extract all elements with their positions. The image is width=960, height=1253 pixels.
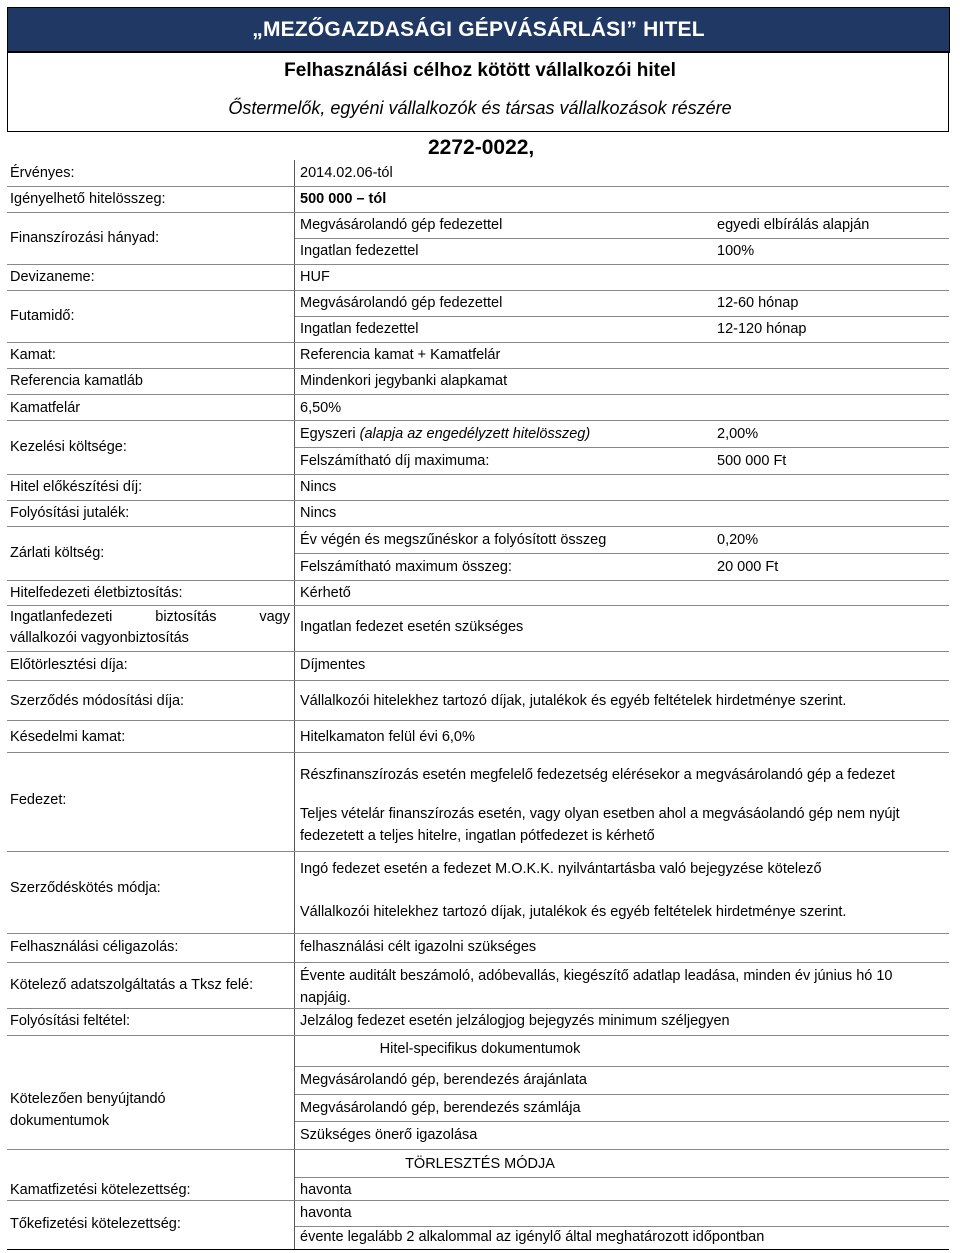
value-futamido-1-right: 12-60 hónap <box>717 295 799 311</box>
value-zarlati-1-right: 0,20% <box>717 532 759 548</box>
value-kezelesi-1-right: 2,00% <box>717 426 759 442</box>
row-separator <box>7 680 949 681</box>
label-kesedelmi: Késedelmi kamat: <box>10 729 126 745</box>
row-separator <box>295 1121 949 1122</box>
row-separator <box>7 851 949 852</box>
row-separator <box>295 1177 949 1178</box>
value-elotorlesztesi: Díjmentes <box>300 657 366 673</box>
column-divider <box>294 160 295 1250</box>
label-tokefizetesi: Tőkefizetési kötelezettség: <box>10 1216 181 1232</box>
row-separator <box>7 394 949 395</box>
value-kamatfizetesi: havonta <box>300 1182 352 1198</box>
value-folyositasi-jutalek: Nincs <box>300 505 337 521</box>
value-kamatfelar: 6,50% <box>300 400 342 416</box>
row-separator <box>7 264 949 265</box>
row-separator <box>7 368 949 369</box>
label-kezelesi: Kezelési költsége: <box>10 439 127 455</box>
label-szerzodeskotes: Szerződéskötés módja: <box>10 880 161 896</box>
value-adatszolgaltatas: Évente auditált beszámoló, adóbevallás, kiegészítő adatlap leadása, minden év június hó 10 napjáig. <box>300 968 893 1006</box>
label-word: Ingatlanfedezeti <box>10 609 113 625</box>
label-ingatlanbiztositas-line2: vállalkozói vagyonbiztosítás <box>10 630 189 646</box>
value-devizanem: HUF <box>300 269 330 285</box>
value-celigazolas: felhasználási célt igazolni szükséges <box>300 939 537 955</box>
label-igenyelheto: Igényelhető hitelösszeg: <box>10 191 166 207</box>
document-item: Megvásárolandó gép, berendezés számlája <box>300 1100 581 1116</box>
label-kamatfelar: Kamatfelár <box>10 400 81 416</box>
label-adatszolgaltatas: Kötelező adatszolgáltatás a Tksz felé: <box>10 977 254 993</box>
row-separator <box>7 1200 949 1201</box>
row-separator <box>295 1226 949 1227</box>
label-modositasi: Szerződés módosítási díja: <box>10 693 185 709</box>
kezelesi-italic-note: (alapja az engedélyzett hitelösszeg) <box>359 426 591 442</box>
label-word: biztosítás <box>155 609 217 625</box>
value-tokefizetesi-1: havonta <box>300 1205 352 1221</box>
row-separator <box>7 212 949 213</box>
value-futamido-1: Megvásárolandó gép fedezettel <box>300 295 503 311</box>
label-fedezet: Fedezet: <box>10 792 67 808</box>
value-futamido-2: Ingatlan fedezettel <box>300 321 419 337</box>
row-separator <box>7 580 949 581</box>
value-eletbiztositas: Kérhető <box>300 585 351 601</box>
label-devizanem: Devizaneme: <box>10 269 95 285</box>
row-separator <box>295 238 949 239</box>
label-folyositasi-feltetel: Folyósítási feltétel: <box>10 1013 131 1029</box>
page-title: „MEZŐGAZDASÁGI GÉPVÁSÁRLÁSI” HITEL <box>252 18 705 41</box>
product-code: 2272-0022, <box>428 136 535 159</box>
row-separator <box>7 651 949 652</box>
label-folyositasi-jutalek: Folyósítási jutalék: <box>10 505 130 521</box>
page-subtitle: Felhasználási célhoz kötött vállalkozói hitel <box>284 60 676 81</box>
value-finanszirozasi-1: Megvásárolandó gép fedezettel <box>300 217 503 233</box>
value-modositasi: Vállalkozói hitelekhez tartozó díjak, jutalékok és egyéb feltételek hirdetménye szerint. <box>300 693 847 709</box>
value-zarlati-2-right: 20 000 Ft <box>717 559 779 575</box>
row-separator <box>7 420 949 421</box>
title-banner <box>7 7 950 53</box>
label-futamido: Futamidő: <box>10 308 75 324</box>
label-referencia: Referencia kamatláb <box>10 373 143 389</box>
document-item: Szükséges önerő igazolása <box>300 1127 478 1143</box>
label-elokeszitesi: Hitel előkészítési díj: <box>10 479 143 495</box>
frame-divider <box>7 51 949 52</box>
value-futamido-2-right: 12-120 hónap <box>717 321 807 337</box>
label-kamatfizetesi: Kamatfizetési kötelezettség: <box>10 1182 191 1198</box>
value-finanszirozasi-1-right: egyedi elbírálás alapján <box>717 217 870 233</box>
value-kezelesi-2: Felszámítható díj maximuma: <box>300 453 490 469</box>
value-ervenyes: 2014.02.06-tól <box>300 165 393 181</box>
label-kamat: Kamat: <box>10 347 56 363</box>
row-separator <box>7 752 949 753</box>
row-separator <box>7 290 949 291</box>
document-item: Megvásárolandó gép, berendezés árajánlata <box>300 1072 587 1088</box>
value-ingatlanbiztositas: Ingatlan fedezet esetén szükséges <box>300 619 524 635</box>
row-separator <box>7 933 949 934</box>
label-dokumentumok: Kötelezően benyújtandó dokumentumok <box>10 1091 166 1129</box>
row-separator <box>7 1035 949 1036</box>
row-separator <box>7 186 949 187</box>
row-separator <box>7 526 949 527</box>
row-separator <box>7 962 949 963</box>
section-title-hitel-dokumentumok: Hitel-specifikus dokumentumok <box>379 1041 581 1057</box>
row-separator <box>295 553 949 554</box>
row-separator <box>7 474 949 475</box>
value-kesedelmi: Hitelkamaton felül évi 6,0% <box>300 729 475 745</box>
row-separator <box>7 605 949 606</box>
row-separator <box>7 720 949 721</box>
label-ingatlanbiztositas-line1 <box>10 609 290 625</box>
row-separator <box>7 1149 949 1150</box>
frame-bottom <box>7 131 949 132</box>
row-separator <box>295 1066 949 1067</box>
label-eletbiztositas: Hitelfedezeti életbiztosítás: <box>10 585 183 601</box>
row-separator <box>7 342 949 343</box>
value-igenyelheto: 500 000 – tól <box>300 191 387 207</box>
row-separator <box>295 1094 949 1095</box>
row-separator <box>295 447 949 448</box>
label-ervenyes: Érvényes: <box>10 165 75 181</box>
label-word: vagy <box>259 609 290 625</box>
value-kezelesi-1 <box>300 426 590 442</box>
value-zarlati-1: Év végén és megszűnéskor a folyósított összeg <box>300 532 607 548</box>
value-elokeszitesi: Nincs <box>300 479 337 495</box>
row-separator <box>7 1249 949 1250</box>
label-elotorlesztesi: Előtörlesztési díja: <box>10 657 128 673</box>
kezelesi-plain-text: Egyszeri <box>300 426 360 442</box>
row-separator <box>295 316 949 317</box>
label-zarlati: Zárlati költség: <box>10 545 105 561</box>
value-szerzodeskotes-1: Ingó fedezet esetén a fedezet M.O.K.K. nyilvántartásba való bejegyzése kötelező <box>300 861 822 877</box>
row-separator <box>7 500 949 501</box>
label-celigazolas: Felhasználási céligazolás: <box>10 939 179 955</box>
audience-text: Őstermelők, egyéni vállalkozók és társas vállalkozások részére <box>228 98 732 118</box>
value-fedezet-1: Részfinanszírozás esetén megfelelő fedezetség elérésekor a megvásárolandó gép a fedezet <box>300 767 895 783</box>
section-title-torlesztes: TÖRLESZTÉS MÓDJA <box>405 1156 555 1172</box>
value-finanszirozasi-2: Ingatlan fedezettel <box>300 243 419 259</box>
value-zarlati-2: Felszámítható maximum összeg: <box>300 559 512 575</box>
value-folyositasi-feltetel: Jelzálog fedezet esetén jelzálogjog bejegyzés minimum széljegyen <box>300 1013 730 1029</box>
label-finanszirozasi: Finanszírozási hányad: <box>10 230 160 246</box>
value-fedezet-2: Teljes vételár finanszírozás esetén, vagy olyan esetben ahol a megvásáolandó gép nem nyújt fedezetett a teljes hitelre, ingatlan pótfedezet is kérhető <box>300 806 900 844</box>
value-referencia: Mindenkori jegybanki alapkamat <box>300 373 508 389</box>
value-szerzodeskotes-2: Vállalkozói hitelekhez tartozó díjak, jutalékok és egyéb feltételek hirdetménye szerint. <box>300 904 847 920</box>
value-kamat: Referencia kamat + Kamatfelár <box>300 347 501 363</box>
value-tokefizetesi-2: évente legalább 2 alkalommal az igénylő által meghatározott időpontban <box>300 1229 765 1245</box>
value-kezelesi-2-right: 500 000 Ft <box>717 453 787 469</box>
value-finanszirozasi-2-right: 100% <box>717 243 755 259</box>
